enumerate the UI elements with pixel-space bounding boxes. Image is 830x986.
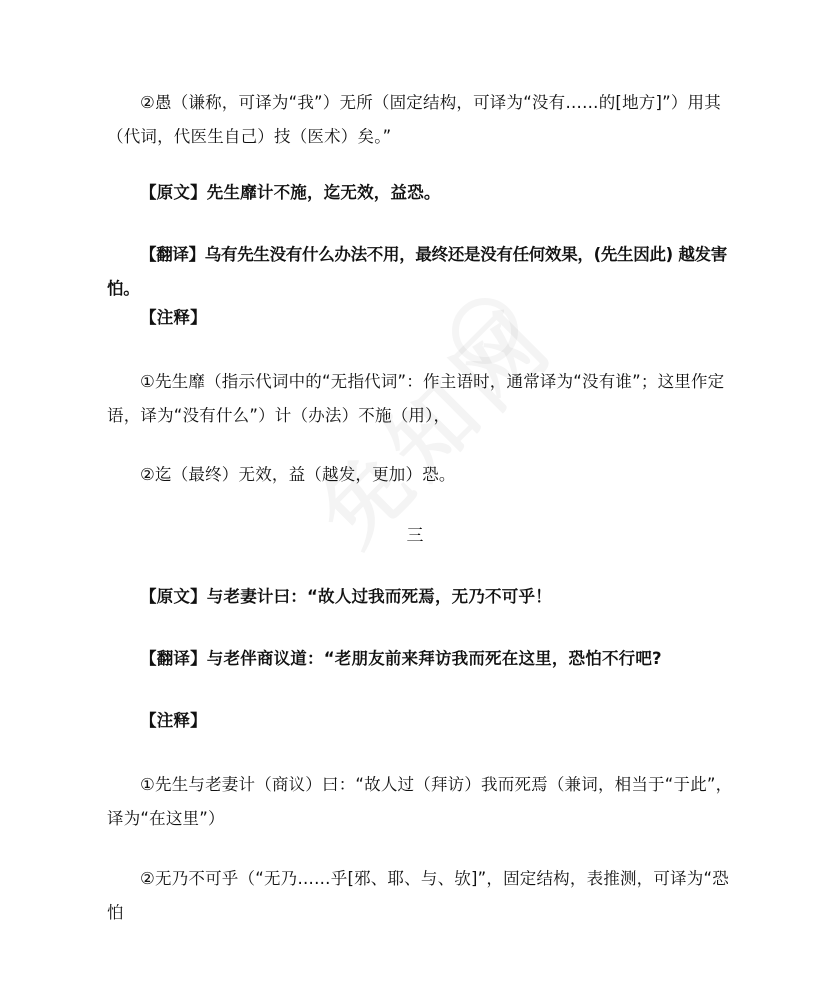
notes-heading: 【注释】 <box>140 308 207 327</box>
note-paragraph-1: ①先生靡（指示代词中的“无指代词”：作主语时，通常译为“没有谁”；这里作定语，译为“没有什么”）计（办法）不施（用）， <box>107 372 725 425</box>
original-text-paragraph-3: 【原文】与老妻计曰：“故人过我而死焉，无乃不可乎！ <box>140 587 552 606</box>
translation-paragraph-3: 【翻译】与老伴商议道：“老朋友前来拜访我而死在这里，恐怕不行吧? <box>140 649 662 668</box>
section-number: 三 <box>406 526 424 546</box>
note-paragraph-3-2: ②无乃不可乎（“无乃……乎[邪、耶、与、欤]”，固定结构，表推测，可译为“恐怕 <box>107 869 729 922</box>
original-text-paragraph: 【原文】先生靡计不施，迄无效，益恐。 <box>140 183 441 202</box>
note-paragraph-2: ②愚（谦称，可译为“我”）无所（固定结构，可译为“没有……的[地方]”）用其（代词，代医生自己）技（医术）矣。” <box>107 93 721 146</box>
notes-heading-3: 【注释】 <box>140 711 207 730</box>
note-paragraph-2b: ②迄（最终）无效，益（越发，更加）恐。 <box>140 465 456 484</box>
note-paragraph-3-1: ①先生与老妻计（商议）曰：“故人过（拜访）我而死焉（兼词，相当于“于此”，译为“在这里”） <box>107 775 733 828</box>
translation-paragraph: 【翻译】乌有先生没有什么办法不用，最终还是没有任何效果，(先生因此) 越发害怕。 <box>107 245 727 298</box>
